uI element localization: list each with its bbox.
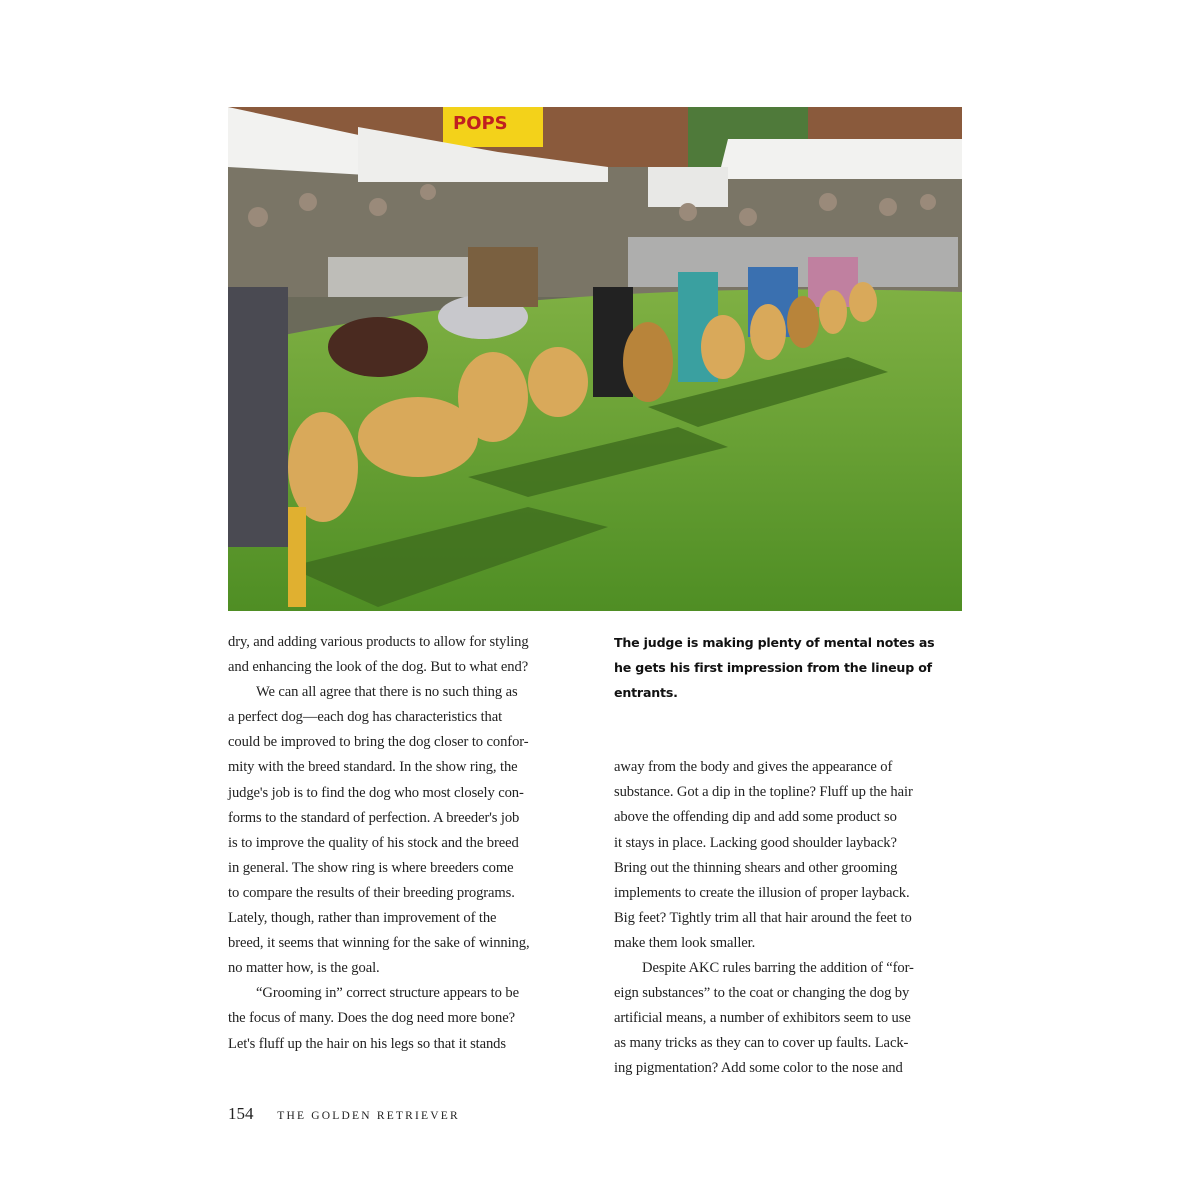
text-line: the focus of many. Does the dog need more bone? — [228, 1010, 515, 1027]
svg-text:POPS: POPS — [453, 113, 508, 134]
text-line: substance. Got a dip in the topline? Fluff up the hair — [614, 784, 913, 801]
text-line: entrants. — [614, 685, 678, 701]
text-line: as many tricks as they can to cover up faults. Lack- — [614, 1035, 909, 1052]
text-line: above the offending dip and add some product so — [614, 809, 897, 826]
text-line: Lately, though, rather than improvement of the — [228, 910, 497, 927]
text-line: dry, and adding various products to allow for styling — [228, 634, 529, 650]
text-line: “Grooming in” correct structure appears to be — [256, 985, 519, 1002]
text-line: and enhancing the look of the dog. But to what end? — [228, 659, 529, 676]
running-head: THE GOLDEN RETRIEVER — [277, 1110, 460, 1122]
text-line: make them look smaller. — [614, 934, 756, 951]
page-number: 154 — [228, 1104, 254, 1123]
text-line: in general. The show ring is where breeders come — [228, 859, 514, 876]
text-line: The judge is making plenty of mental notes as — [614, 635, 935, 650]
text-line: forms to the standard of perfection. A breeder's job — [228, 809, 520, 826]
text-line: We can all agree that there is no such thing as — [256, 684, 518, 701]
text-line: mity with the breed standard. In the show ring, the — [228, 759, 518, 776]
text-line: no matter how, is the goal. — [228, 960, 380, 977]
page-footer — [228, 1104, 460, 1124]
body-text-right-column — [614, 755, 964, 1081]
text-line: Big feet? Tightly trim all that hair around the feet to — [614, 909, 912, 926]
text-line: Let's fluff up the hair on his legs so that it stands — [228, 1035, 506, 1052]
text-line: it stays in place. Lacking good shoulder layback? — [614, 834, 897, 851]
text-line: eign substances” to the coat or changing the dog by — [614, 985, 910, 1002]
text-line: to compare the results of their breeding programs. — [228, 884, 515, 901]
text-line: breed, it seems that winning for the sake of winning, — [228, 935, 530, 952]
photo-caption — [614, 630, 964, 705]
text-line: could be improved to bring the dog closer to confor- — [228, 734, 529, 751]
text-line: a perfect dog—each dog has characteristics that — [228, 709, 503, 726]
text-line: away from the body and gives the appearance of — [614, 759, 893, 776]
text-line: is to improve the quality of his stock and the breed — [228, 834, 519, 851]
text-line: he gets his first impression from the lineup of — [614, 660, 932, 676]
text-line: Bring out the thinning shears and other grooming — [614, 859, 898, 876]
text-line: judge's job is to find the dog who most closely con- — [228, 784, 524, 801]
text-line: ing pigmentation? Add some color to the nose and — [614, 1060, 903, 1077]
body-text-left-column — [228, 630, 573, 1057]
pops-sign — [443, 107, 543, 147]
text-line: artificial means, a number of exhibitors seem to use — [614, 1010, 911, 1027]
right-column — [614, 630, 964, 1082]
text-line: Despite AKC rules barring the addition of “for- — [642, 960, 914, 977]
dog-show-photo — [228, 107, 962, 611]
text-line: implements to create the illusion of proper layback. — [614, 884, 910, 901]
